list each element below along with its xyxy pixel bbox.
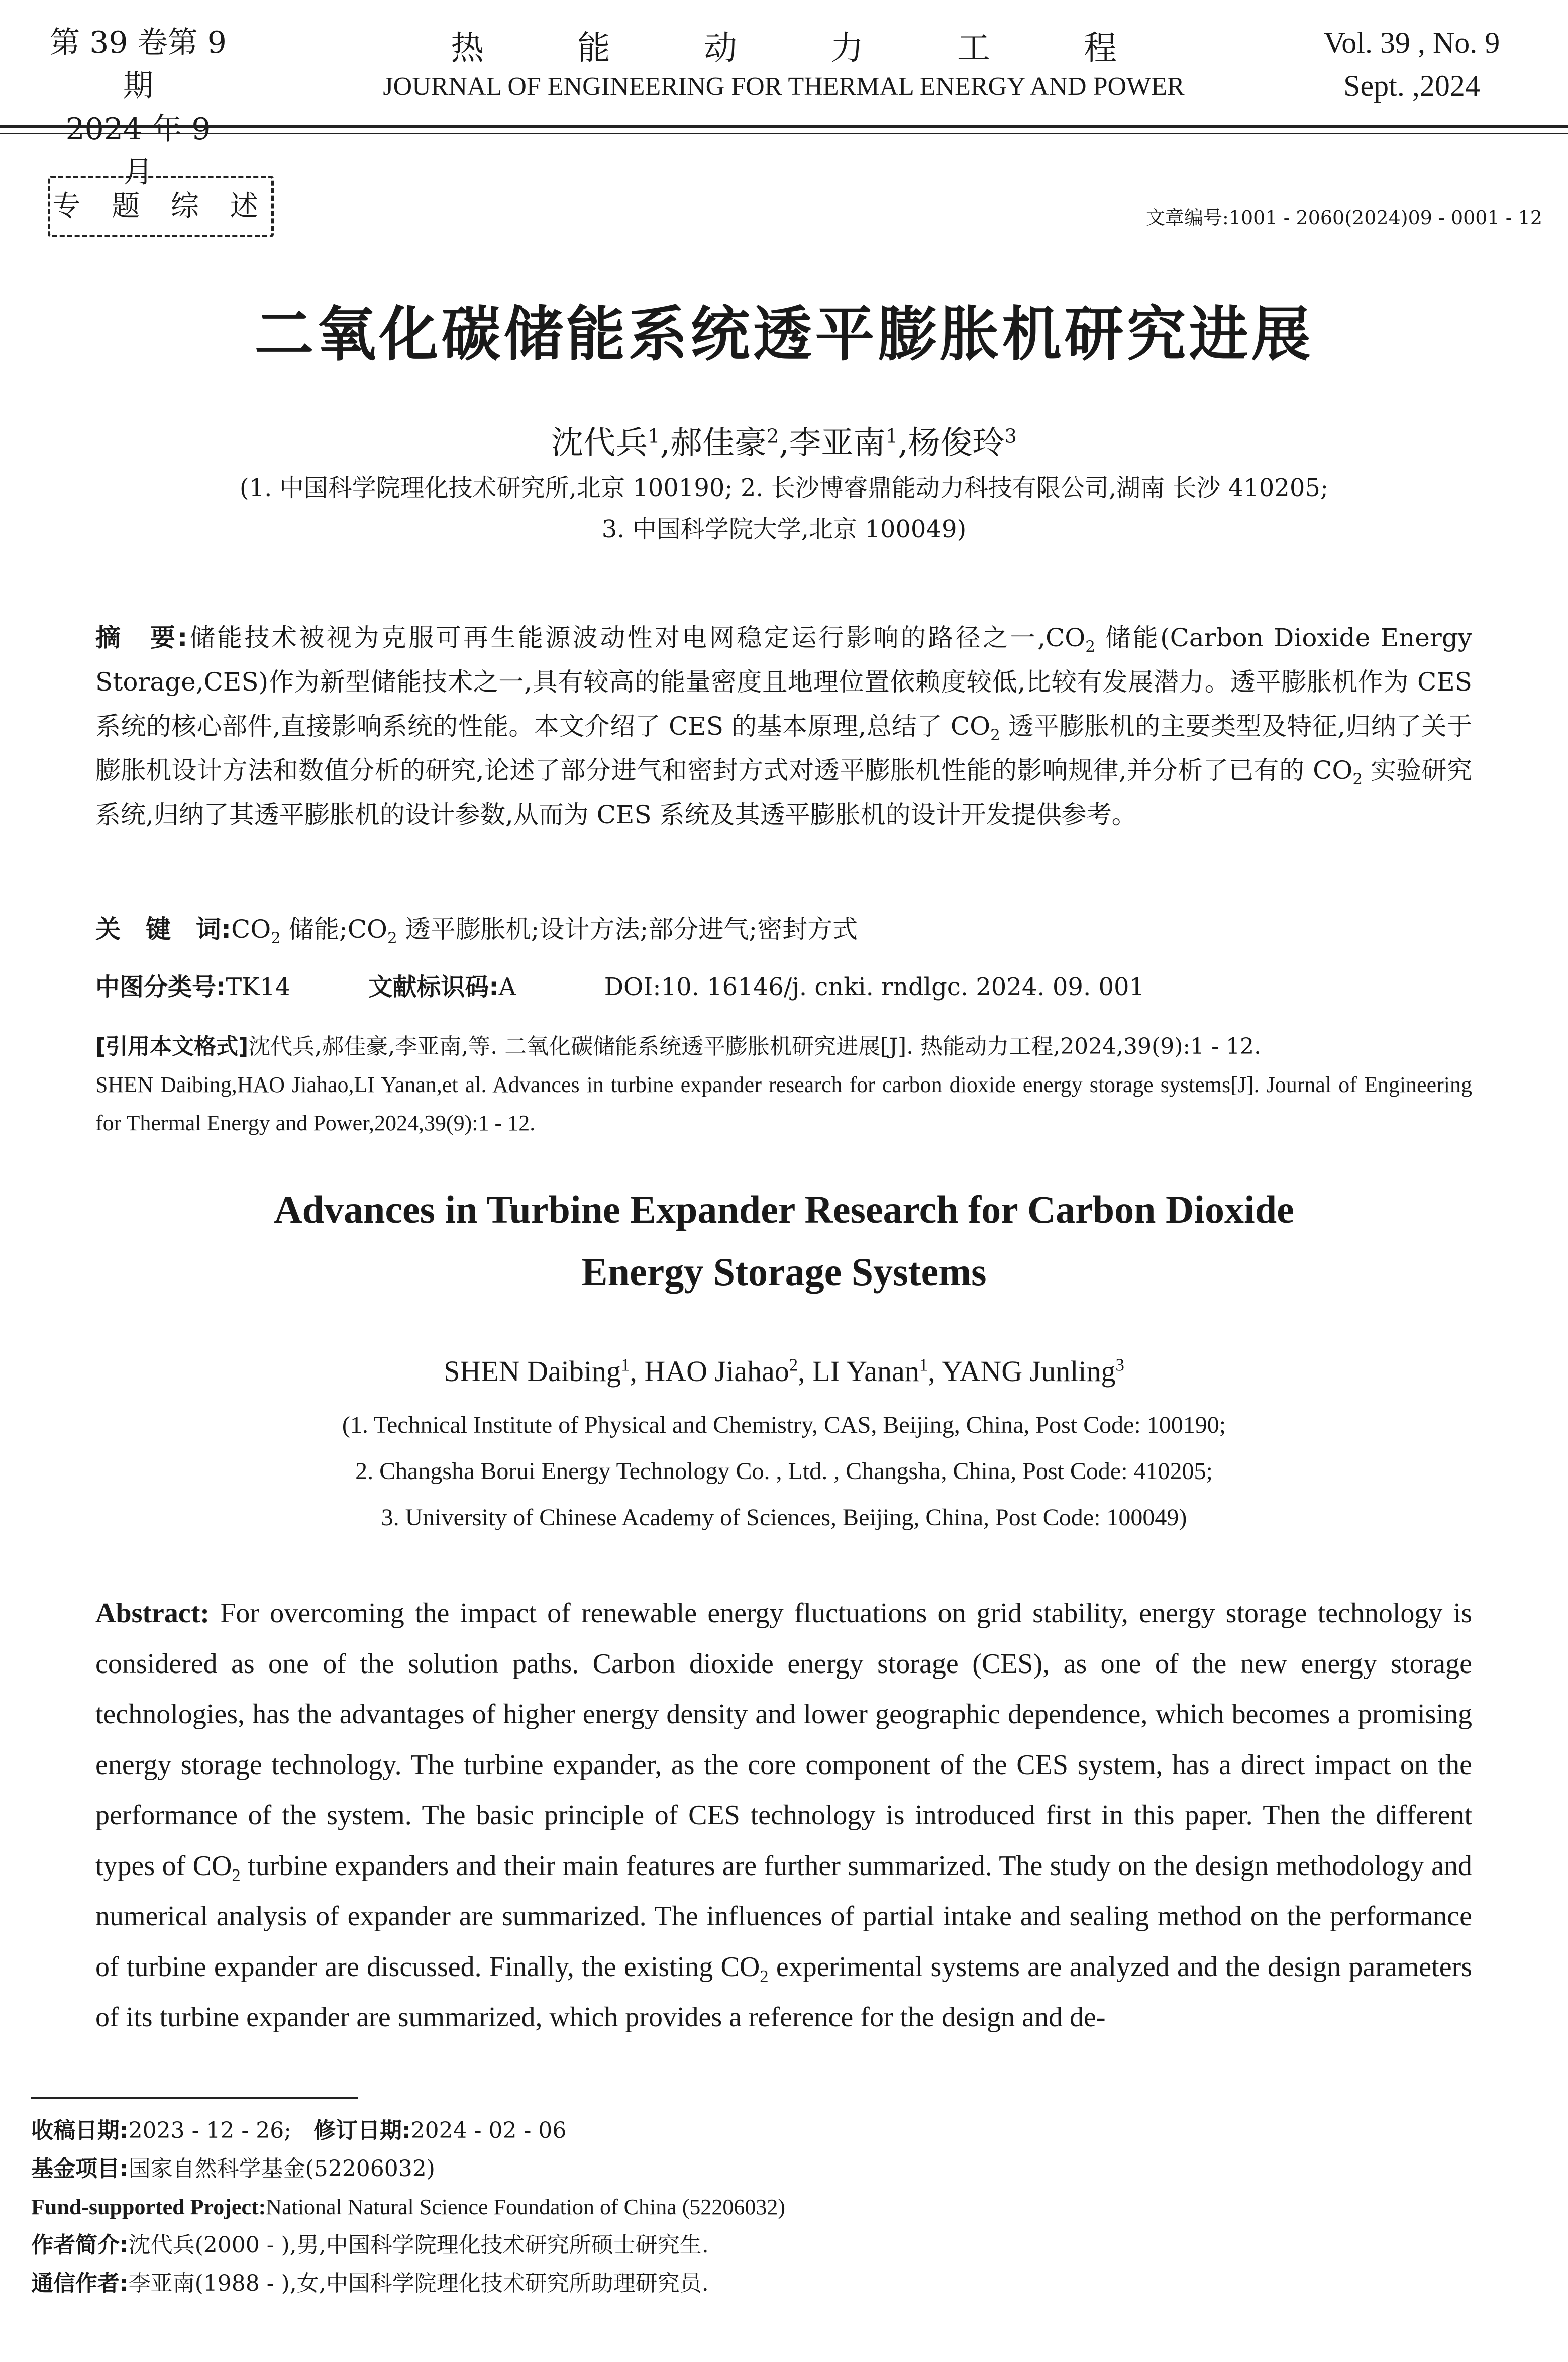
- article-number: 文章编号:1001 - 2060(2024)09 - 0001 - 12: [1146, 207, 1542, 229]
- abstract-text: 储能(Carbon Dioxide Energy Storage,CES)作为新型储能技术之一,具有较高的能量密度且地理位置依赖度较低,比较有发展潜力。透平膨胀机作为 CES 系统的核心部件,直接影响系统的性能。本文介绍了 CES 的基本原理,总结了 CO: [95, 623, 1473, 741]
- journal-name-cn: 热能动力工程: [451, 29, 1210, 67]
- author-bio-line: [31, 2226, 1488, 2265]
- affiliation-line: (1. Technical Institute of Physical and Chemistry, CAS, Beijing, China, Post Code: 100190;: [342, 1412, 1226, 1438]
- subscript: 2: [990, 726, 1000, 744]
- affiliation-mark: 2: [789, 1355, 798, 1375]
- corresponding-label: 通信作者:: [31, 2271, 129, 2296]
- date-cn: 2024 年 9 月: [65, 112, 211, 190]
- subscript: 2: [387, 929, 397, 947]
- author-name: 沈代兵: [551, 425, 648, 462]
- citation-text: 沈代兵,郝佳豪,李亚南,等. 二氧化碳储能系统透平膨胀机研究进展[J]. 热能动力工程,2024,39(9):1 - 12.: [248, 1034, 1261, 1059]
- clc-value: TK14: [226, 973, 291, 1001]
- separator: ,: [798, 1355, 813, 1388]
- revised-label: 修订日期:: [313, 2118, 411, 2143]
- keyword-text: 透平膨胀机;设计方法;部分进气;密封方式: [397, 915, 858, 944]
- revised-date: 2024 - 02 - 06: [410, 2118, 567, 2143]
- affiliation-line: 3. 中国科学院大学,北京 100049): [601, 515, 967, 543]
- separator: ,: [660, 425, 670, 462]
- abstract-label-cn: 摘 要:: [95, 623, 188, 652]
- header-rule-thick: [0, 125, 1568, 128]
- authors-cn: [0, 417, 1568, 463]
- clc-label: 中图分类号:: [95, 973, 226, 1001]
- keyword-text: 储能;CO: [280, 915, 387, 944]
- abstract-text: 实验研究系统,归纳了其透平膨胀机的设计参数,从而为 CES 系统及其透平膨胀机的设计开发提供参考。: [95, 756, 1472, 829]
- citation-en: SHEN Daibing,HAO Jiahao,LI Yanan,et al. Advances in turbine expander research for carbon dioxide energy storage systems[J]. Journal of Engineering for Thermal Energy and Power,2024,39(9):1 - 12.: [95, 1072, 1472, 1135]
- corresponding-author-line: [31, 2265, 1488, 2303]
- author-name: 郝佳豪: [670, 425, 767, 462]
- affiliation-mark: 1: [919, 1355, 928, 1375]
- header-left: [48, 21, 229, 194]
- separator: ,: [630, 1355, 645, 1388]
- paper-title-cn: 二氧化碳储能系统透平膨胀机研究进展: [254, 300, 1314, 369]
- subscript: 2: [271, 929, 281, 947]
- received-label: 收稿日期:: [31, 2118, 129, 2143]
- separator: ,: [928, 1355, 942, 1388]
- affiliations-en: [0, 1402, 1568, 1541]
- affiliation-mark: 1: [648, 425, 660, 448]
- doi: DOI:10. 16146/j. cnki. rndlgc. 2024. 09. 001: [604, 973, 1145, 1001]
- keywords-cn: [95, 907, 1472, 951]
- author-name: 杨俊玲: [908, 425, 1005, 462]
- fund-en-text: National Natural Science Foundation of China (52206032): [266, 2195, 786, 2219]
- affiliation-mark: 3: [1004, 425, 1017, 448]
- subscript: 2: [232, 1865, 241, 1885]
- footnotes: [31, 2112, 1488, 2303]
- author-bio-label: 作者简介:: [31, 2232, 129, 2258]
- keyword-text: CO: [231, 915, 271, 944]
- fund-en-line: [31, 2188, 1488, 2226]
- title-line: Advances in Turbine Expander Research for Carbon Dioxide: [274, 1188, 1294, 1231]
- citation-label: [引用本文格式]: [95, 1034, 249, 1059]
- affiliation-mark: 1: [620, 1355, 630, 1375]
- separator: ,: [779, 425, 789, 462]
- affiliation-line: (1. 中国科学院理化技术研究所,北京 100190; 2. 长沙博睿鼎能动力科技有限公司,湖南 长沙 410205;: [239, 474, 1329, 502]
- authors-en: [0, 1354, 1568, 1388]
- abstract-text: 透平膨胀机的主要类型及特征,归纳了关于膨胀机设计方法和数值分析的研究,论述了部分进气和密封方式对透平膨胀机性能的影响规律,并分析了已有的 CO: [95, 712, 1472, 785]
- affiliation-mark: 1: [885, 425, 898, 448]
- doc-code-label: 文献标识码:: [368, 973, 499, 1001]
- author-name: YANG Junling: [942, 1355, 1116, 1388]
- affiliation-mark: 3: [1115, 1355, 1124, 1375]
- abstract-label-en: Abstract:: [95, 1598, 210, 1629]
- abstract-text: turbine expanders and their main features are further summarized. The study on the design methodology and numerical analysis of expander are summarized. The influences of partial intake and sealing method on the performance of turbine expander are discussed. Finally, the existing CO: [95, 1850, 1472, 1983]
- affiliations-cn: [0, 467, 1568, 550]
- received-date: 2023 - 12 - 26;: [128, 2118, 314, 2143]
- journal-name-en: JOURNAL OF ENGINEERING FOR THERMAL ENERGY AND POWER: [383, 72, 1185, 101]
- date-en: Sept. ,2024: [1343, 69, 1480, 103]
- citation-block: [95, 1028, 1472, 1142]
- section-label-box: 专 题 综 述: [48, 176, 274, 237]
- keywords-label: 关 键 词:: [95, 915, 231, 944]
- classification-line: [95, 967, 1144, 1002]
- abstract-en: [95, 1588, 1472, 2043]
- affiliation-line: 3. University of Chinese Academy of Sciences, Beijing, China, Post Code: 100049): [381, 1504, 1187, 1531]
- fund-label: 基金项目:: [31, 2156, 129, 2182]
- abstract-cn: [95, 616, 1472, 837]
- author-name: LI Yanan: [812, 1355, 919, 1388]
- citation-cn: [95, 1028, 1472, 1066]
- header-center: [322, 21, 1246, 102]
- abstract-text: 储能技术被视为克服可再生能源波动性对电网稳定运行影响的路径之一,CO: [187, 623, 1086, 652]
- corresponding-text: 李亚南(1988 - ),女,中国科学院理化技术研究所助理研究员.: [128, 2271, 709, 2296]
- subscript: 2: [1352, 770, 1363, 789]
- fund-en-label: Fund-supported Project:: [31, 2195, 266, 2219]
- header-right: [1306, 21, 1517, 108]
- title-line: Energy Storage Systems: [581, 1250, 987, 1294]
- subscript: 2: [760, 1966, 769, 1986]
- affiliation-line: 2. Changsha Borui Energy Technology Co. , Ltd. , Changsha, China, Post Code: 410205;: [355, 1458, 1213, 1485]
- author-name: SHEN Daibing: [444, 1355, 621, 1388]
- author-name: 李亚南: [789, 425, 886, 462]
- volume-issue-cn: 第 39 卷第 9 期: [50, 25, 227, 104]
- author-bio-text: 沈代兵(2000 - ),男,中国科学院理化技术研究所硕士研究生.: [128, 2232, 709, 2258]
- dates-line: [31, 2112, 1488, 2150]
- author-name: HAO Jiahao: [644, 1355, 789, 1388]
- doc-code-value: A: [498, 973, 516, 1001]
- fund-text: 国家自然科学基金(52206032): [128, 2156, 435, 2182]
- header-rule-thin: [0, 133, 1568, 134]
- abstract-text: experimental systems are analyzed and the design parameters of its turbine expander are summarized, which provides a reference for the design and de-: [95, 1951, 1472, 2033]
- separator: ,: [898, 425, 908, 462]
- volume-issue-en: Vol. 39 , No. 9: [1323, 26, 1500, 59]
- abstract-text: For overcoming the impact of renewable energy fluctuations on grid stability, energy storage technology is considered as one of the solution paths. Carbon dioxide energy storage (CES), as one of the new energy storage technologies, has the advantages of higher energy density and lower geographic dependence, which becomes a promising energy storage technology. The turbine expander, as the core component of the CES system, has a direct impact on the performance of the system. The basic principle of CES technology is introduced first in this paper. Then the different types of CO: [95, 1598, 1472, 1882]
- paper-title-en: [0, 1178, 1568, 1303]
- subscript: 2: [1085, 638, 1095, 656]
- fund-line: [31, 2150, 1488, 2188]
- footnote-rule: [31, 2097, 358, 2099]
- affiliation-mark: 2: [766, 425, 779, 448]
